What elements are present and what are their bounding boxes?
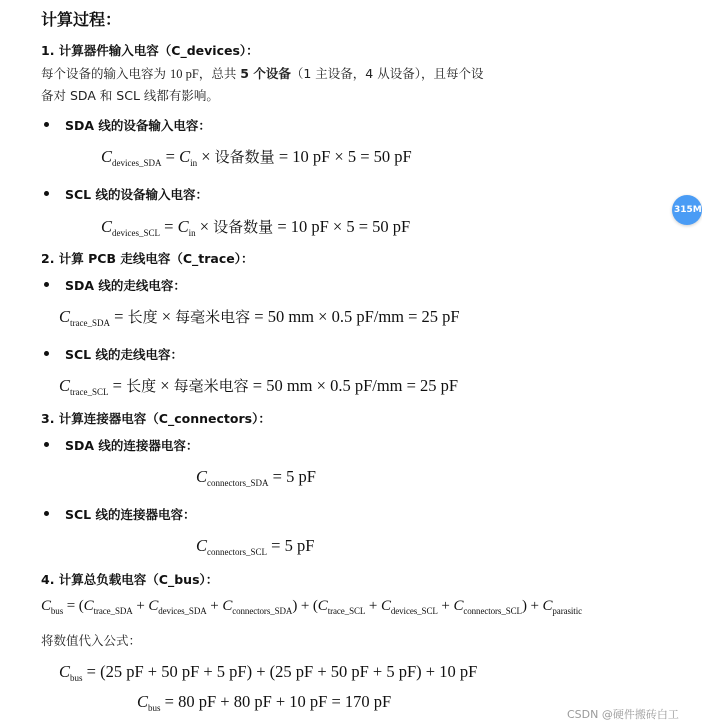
- desc-part-b: ，总共: [198, 66, 241, 81]
- floating-badge[interactable]: 315M: [672, 195, 702, 225]
- watermark: CSDN @硬件搬砖白工: [567, 708, 679, 721]
- bullet-label: SCL 线的连接器电容：: [65, 507, 196, 522]
- formula-sub: trace_SDA: [70, 318, 111, 328]
- formula-word: 每毫米电容: [173, 377, 249, 395]
- formula-rhs: = 80 pF + 80 pF + 10 pF = 170 pF: [164, 692, 392, 711]
- formula-sub: connectors_SDA: [232, 606, 293, 616]
- formula-devices-sda: $C_{devices\_SDA} = C_{in}$ × 设备数量 = 10 pF × 5 = 50 pF: [101, 147, 412, 168]
- bullet-label: SCL 线的设备输入电容：: [65, 187, 208, 202]
- formula-bus-result: $C_{bus} = 80$ pF + 80 pF + 10 pF = 170 pF: [137, 692, 392, 713]
- formula-trace-scl: $C_{trace\_SCL}$ = 长度 × 每毫米电容 = 50 mm × 0.5 pF/mm = 25 pF: [59, 376, 459, 397]
- formula-word: 每毫米电容: [175, 308, 251, 326]
- devices-description: [41, 63, 483, 107]
- section-heading-trace: 2. 计算 PCB 走线电容（C_trace）：: [41, 251, 254, 266]
- desc-bold: 5 个设备: [240, 66, 291, 81]
- formula-sub: connectors_SCL: [463, 606, 522, 616]
- bullet-dot: [44, 122, 49, 127]
- bullet-label: SDA 线的设备输入电容：: [65, 118, 211, 133]
- formula-sub: in: [190, 158, 198, 168]
- formula-sub: connectors_SCL: [207, 547, 268, 557]
- formula-bus-substituted: $C_{bus} = (25$ pF + 50 pF + 5 pF) + (25 pF + 50 pF + 5 pF) + 10 pF: [59, 662, 478, 683]
- formula-rhs: = 50 mm × 0.5 pF/mm = 25 pF: [254, 307, 460, 326]
- formula-sub: devices_SCL: [112, 228, 161, 238]
- formula-devices-scl: $C_{devices\_SCL} = C_{in}$ × 设备数量 = 10 pF × 5 = 50 pF: [101, 217, 411, 238]
- formula-sub: devices_SDA: [158, 606, 207, 616]
- formula-rhs: = 5 pF: [271, 536, 315, 555]
- bullet-trace-sda: [44, 276, 186, 294]
- bullet-label: SCL 线的走线电容：: [65, 347, 183, 362]
- formula-sub: bus: [70, 673, 83, 683]
- formula-rhs: = 10 pF × 5 = 50 pF: [277, 217, 411, 236]
- formula-bus-general: $C_{bus} = (C_{trace\_SDA} + C_{devices\_SDA} + C_{connectors\_SDA}) + (C_{trace\_SCL} + C_{devices\_SCL} + C_{connectors\_SCL}) + C_{parasitic}$: [41, 598, 582, 616]
- page-title: 计算过程：: [41, 10, 122, 29]
- formula-word: 设备数量: [214, 148, 275, 166]
- section-heading-bus: 4. 计算总负载电容（C_bus）：: [41, 572, 219, 587]
- bullet-devices-sda: [44, 116, 211, 134]
- formula-word: 长度: [127, 308, 158, 326]
- formula-sub: trace_SCL: [327, 606, 366, 616]
- bullet-label: SDA 线的走线电容：: [65, 278, 186, 293]
- desc-value: 10 pF: [169, 67, 199, 81]
- formula-sub: trace_SCL: [70, 387, 109, 397]
- section-heading-devices: 1. 计算器件输入电容（C_devices）：: [41, 43, 259, 58]
- formula-sub: devices_SDA: [112, 158, 162, 168]
- formula-sub: devices_SCL: [390, 606, 438, 616]
- bullet-dot: [44, 191, 49, 196]
- bullet-label: SDA 线的连接器电容：: [65, 438, 199, 453]
- formula-rhs: = (25 pF + 50 pF + 5 pF) + (25 pF + 50 pF + 5 pF) + 10 pF: [86, 662, 478, 681]
- formula-word: 设备数量: [213, 218, 274, 236]
- bullet-dot: [44, 442, 49, 447]
- desc-part-c: （1 主设备，4 从设备），且每个设: [290, 66, 484, 81]
- substitute-label: 将数值代入公式：: [41, 633, 142, 648]
- formula-connectors-sda: $C_{connectors\_SDA} = 5$ pF: [196, 467, 316, 488]
- formula-trace-sda: $C_{trace\_SDA}$ = 长度 × 每毫米电容 = 50 mm × 0.5 pF/mm = 25 pF: [59, 307, 460, 328]
- section-heading-connectors: 3. 计算连接器电容（C_connectors）：: [41, 411, 271, 426]
- bullet-connectors-sda: [44, 436, 198, 454]
- bullet-devices-scl: [44, 185, 208, 203]
- bullet-connectors-scl: [44, 505, 196, 523]
- formula-sub: in: [188, 228, 196, 238]
- formula-sub: trace_SDA: [93, 606, 133, 616]
- formula-rhs: = 5 pF: [272, 467, 316, 486]
- formula-sub: connectors_SDA: [207, 478, 269, 488]
- formula-connectors-scl: $C_{connectors\_SCL} = 5$ pF: [196, 536, 315, 557]
- desc-part-a: 每个设备的输入电容为: [41, 66, 170, 81]
- formula-sub: bus: [148, 703, 161, 713]
- desc-line2: 备对 SDA 和 SCL 线都有影响。: [41, 88, 219, 103]
- bullet-dot: [44, 511, 49, 516]
- bullet-dot: [44, 282, 49, 287]
- formula-word: 长度: [126, 377, 157, 395]
- bullet-trace-scl: [44, 345, 183, 363]
- formula-rhs: = 10 pF × 5 = 50 pF: [278, 147, 412, 166]
- formula-sub: bus: [50, 606, 64, 616]
- bullet-dot: [44, 351, 49, 356]
- formula-sub: parasitic: [552, 606, 582, 616]
- formula-rhs: = 50 mm × 0.5 pF/mm = 25 pF: [252, 376, 459, 395]
